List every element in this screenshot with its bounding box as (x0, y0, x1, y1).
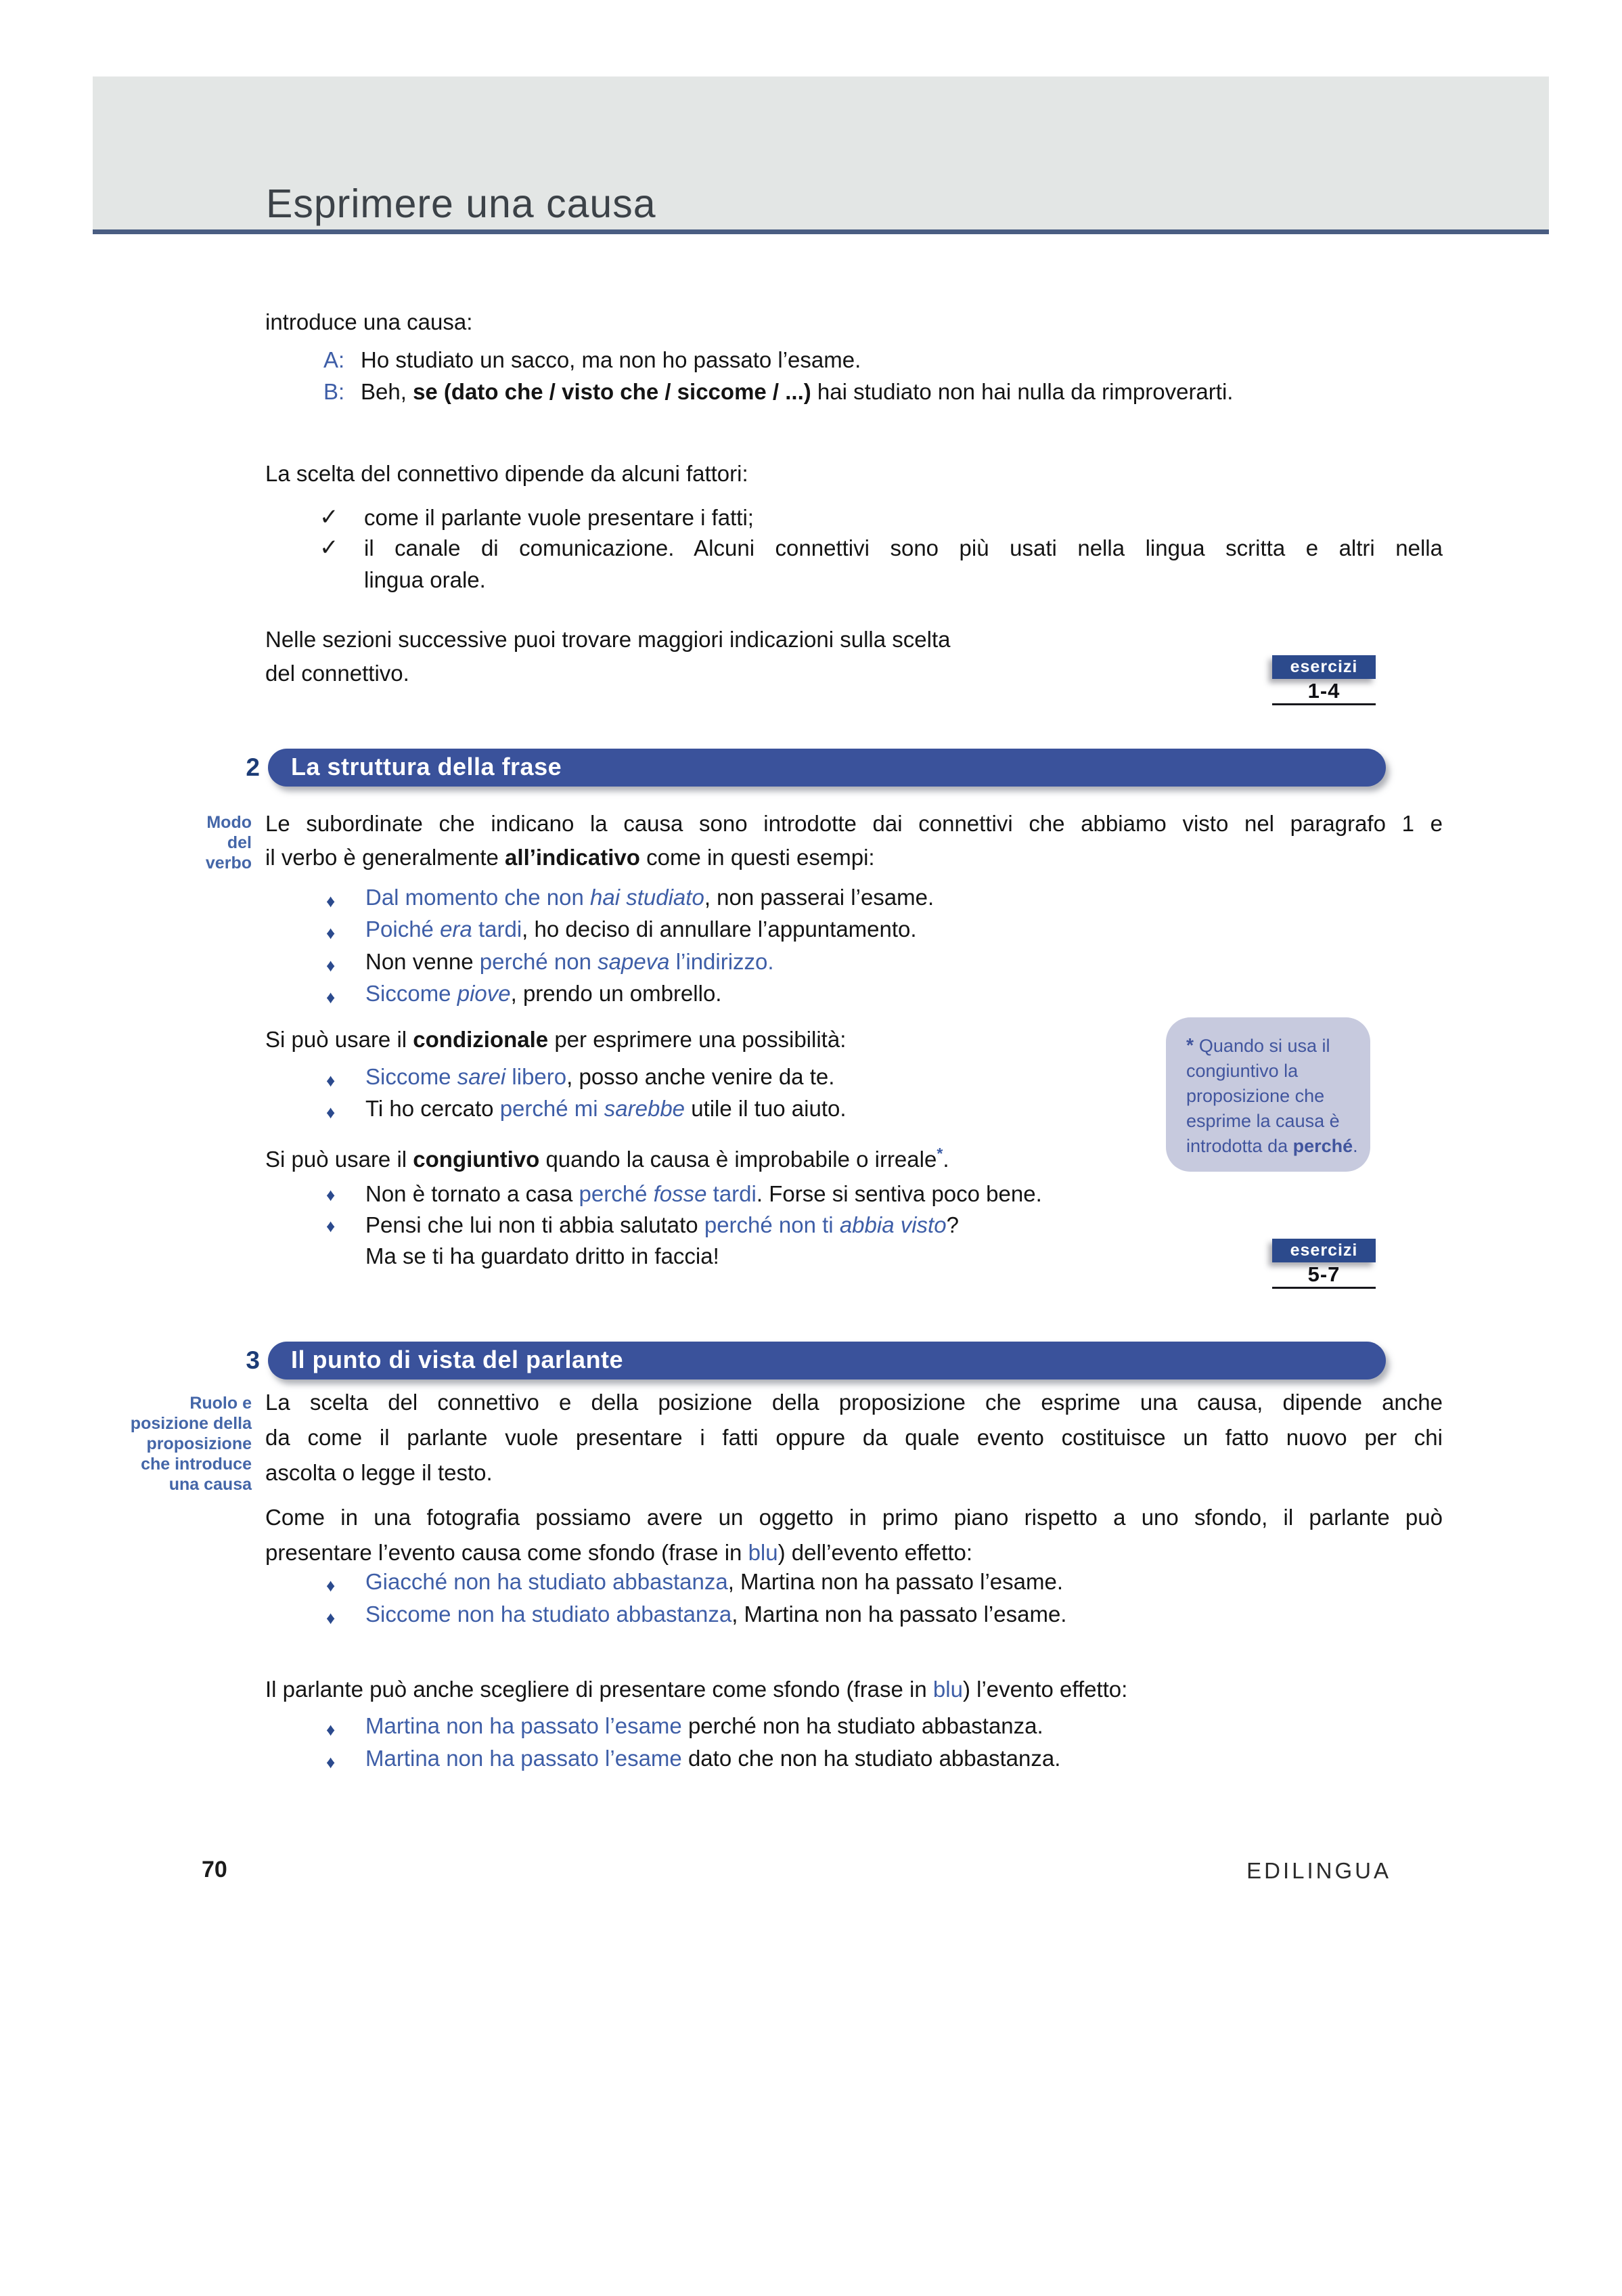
subjunctive-lead: Si può usare il congiuntivo quando la causa è improbabile o irreale*. (265, 1145, 949, 1172)
diamond-bullet-icon: ♦ (326, 1752, 336, 1772)
diamond-bullet-icon: ♦ (326, 1070, 336, 1090)
exercises-label: esercizi (1272, 655, 1376, 679)
dialog-text: Ho studiato un sacco, ma non ho passato l’esame. (361, 347, 861, 372)
example-text: Non è tornato a casa perché fosse tardi. Forse si sentiva poco bene. (365, 1181, 1042, 1206)
factor-item (319, 532, 1443, 596)
diamond-bullet-icon: ♦ (326, 1102, 336, 1122)
exercises-badge (1272, 1239, 1376, 1289)
example-text: Non venne perché non sapeva l’indirizzo. (365, 949, 774, 974)
intro-lead: introduce una causa: (265, 309, 473, 334)
example-bullet (323, 1569, 1460, 1595)
example-bullet (323, 1602, 1460, 1627)
example-text: Dal momento che non hai studiato, non passerai l’esame. (365, 885, 934, 910)
diamond-bullet-icon: ♦ (326, 1719, 336, 1740)
diamond-bullet-icon: ♦ (326, 891, 336, 911)
example-bullet (323, 1178, 1460, 1210)
checkmark-icon: ✓ (319, 535, 339, 560)
diamond-bullet-icon: ♦ (326, 1185, 336, 1205)
example-bullet (323, 949, 1460, 975)
factor-text: come il parlante vuole presentare i fatti; (364, 505, 754, 530)
section-2-paragraph: Le subordinate che indicano la causa sono introdotte dai connettivi che abbiamo visto nel paragrafo 1 e il verbo è generalmente all’indicativo come in questi esempi: (265, 811, 1443, 870)
exercises-badge (1272, 655, 1376, 705)
margin-label-ruolo-posizione: Ruolo e posizione della proposizione che introduce una causa (130, 1394, 252, 1494)
factor-text: il canale di comunicazione. Alcuni connettivi sono più usati nella lingua scritta e altri nella lingua orale. (364, 535, 1443, 592)
section-3-paragraph-1: La scelta del connettivo e della posizione della proposizione che esprime una causa, dipende anche da come il parlante vuole presentare i fatti oppure da quale evento costituisce un fatto nuovo per chi ascolta o legge il testo. (265, 1390, 1443, 1485)
grammar-note-box (1166, 1017, 1370, 1172)
section-3-paragraph-3: Il parlante può anche scegliere di presentare come sfondo (frase in blu) l’evento effetto: (265, 1677, 1128, 1702)
section-2-number: 2 (246, 753, 260, 781)
factors-lead: La scelta del connettivo dipende da alcuni fattori: (265, 461, 748, 486)
exercises-range: 5-7 (1272, 1262, 1376, 1289)
example-bullet (323, 1713, 1460, 1739)
diamond-bullet-icon: ♦ (326, 987, 336, 1007)
diamond-bullet-icon: ♦ (326, 1575, 336, 1595)
page-number: 70 (202, 1857, 227, 1882)
example-bullet (323, 1746, 1460, 1771)
example-text: Poiché era tardi, ho deciso di annullare l’appuntamento. (365, 917, 917, 942)
exercises-label: esercizi (1272, 1239, 1376, 1262)
example-bullet (323, 885, 1460, 910)
margin-label-modo-del-verbo: Modo del verbo (205, 813, 252, 873)
example-text: Siccome non ha studiato abbastanza, Martina non ha passato l’esame. (365, 1602, 1067, 1627)
example-bullet (323, 917, 1460, 942)
exercises-range: 1-4 (1272, 679, 1376, 705)
section-3-header (268, 1342, 1386, 1379)
factor-item (319, 502, 1443, 533)
section-2-header (268, 749, 1386, 787)
example-text: Ti ho cercato perché mi sarebbe utile il tuo aiuto. (365, 1096, 847, 1121)
diamond-bullet-icon: ♦ (326, 955, 336, 975)
example-text: Martina non ha passato l’esame perché non ha studiato abbastanza. (365, 1713, 1043, 1738)
example-text: Martina non ha passato l’esame dato che non ha studiato abbastanza. (365, 1746, 1061, 1771)
speaker-b-label: B: (323, 379, 345, 404)
example-text: Giacché non ha studiato abbastanza, Martina non ha passato l’esame. (365, 1569, 1063, 1594)
section-2-title: La struttura della frase (291, 753, 562, 780)
example-bullet (323, 981, 1460, 1007)
example-text: Siccome piove, prendo un ombrello. (365, 981, 722, 1006)
example-text: Pensi che lui non ti abbia salutato perché non ti abbia visto? Ma se ti ha guardato dritto in faccia! (365, 1212, 959, 1268)
diamond-bullet-icon: ♦ (326, 923, 336, 943)
conditional-lead: Si può usare il condizionale per esprimere una possibilità: (265, 1027, 847, 1052)
section-3-title: Il punto di vista del parlante (291, 1346, 624, 1373)
example-text: Siccome sarei libero, posso anche venire da te. (365, 1064, 835, 1089)
chapter-title: Esprimere una causa (266, 181, 656, 226)
chapter-header-banner (93, 76, 1549, 234)
speaker-a-label: A: (323, 347, 345, 372)
diamond-bullet-icon: ♦ (326, 1216, 336, 1236)
section-3-number: 3 (246, 1346, 260, 1374)
closing-paragraph: Nelle sezioni successive puoi trovare maggiori indicazioni sulla scelta del connettivo. (265, 627, 951, 686)
checkmark-icon: ✓ (319, 504, 339, 530)
section-3-paragraph-2: Come in una fotografia possiamo avere un oggetto in primo piano rispetto a uno sfondo, il parlante può presentare l’evento causa come sfondo (frase in blu) dell’evento effetto: (265, 1505, 1443, 1565)
dialog-text: Beh, se (dato che / visto che / siccome / ...) hai studiato non hai nulla da rimproverarti. (361, 379, 1234, 404)
diamond-bullet-icon: ♦ (326, 1608, 336, 1628)
publisher-logo: EDILINGUA (1246, 1858, 1391, 1883)
dialog-line-a (323, 345, 861, 375)
note-text: * Quando si usa il congiuntivo la proposizione che esprime la causa è introdotta da perché. (1186, 1035, 1358, 1156)
dialog-line-b (323, 377, 1233, 407)
